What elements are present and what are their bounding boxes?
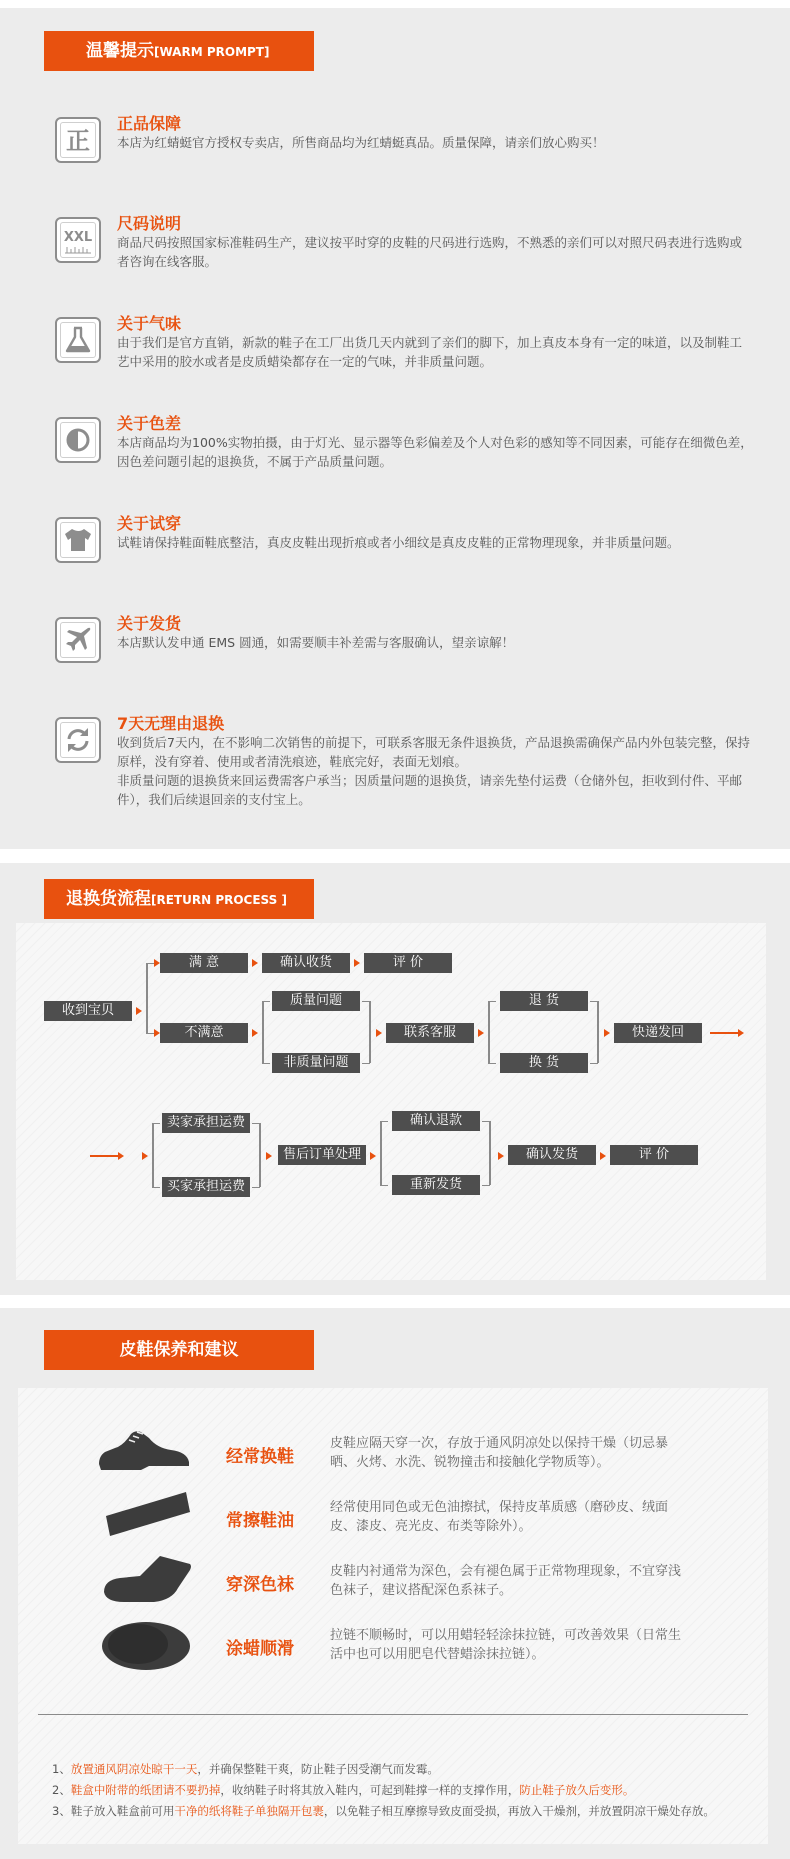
flow-bracket xyxy=(488,1001,490,1063)
flow-box-receive: 收到宝贝 xyxy=(44,1001,132,1021)
flow-arrow xyxy=(142,1152,148,1160)
care-note: 2、鞋盒中附带的纸团请不要扔掉，收纳鞋子时将其放入鞋内，可起到鞋撑一样的支撑作用，防止鞋子放久后变形。 xyxy=(52,1783,635,1797)
flow-box-reship: 重新发货 xyxy=(392,1175,480,1195)
shoe-care-title: 皮鞋保养和建议 xyxy=(119,1340,239,1360)
flow-bracket xyxy=(146,963,148,1033)
flow-box-contact: 联系客服 xyxy=(386,1023,474,1043)
polish-icon xyxy=(100,1488,194,1540)
flow-box-express-back: 快递发回 xyxy=(614,1023,702,1043)
flow-box-satisfied: 满 意 xyxy=(160,953,248,973)
authentic-icon xyxy=(55,117,101,163)
flow-arrow xyxy=(252,959,258,967)
flow-arrow xyxy=(354,959,360,967)
flow-bracket xyxy=(259,1123,261,1187)
flow-bracket xyxy=(489,1121,491,1185)
warm-item-desc xyxy=(117,733,753,809)
flow-box-exchange: 换 货 xyxy=(500,1053,588,1073)
flow-arrow xyxy=(266,1152,272,1160)
flow-continue-arrowhead xyxy=(118,1152,124,1160)
return-process-title-en: [RETURN PROCESS ] xyxy=(151,893,287,907)
care-item-title: 常擦鞋油 xyxy=(226,1511,294,1531)
care-note: 1、放置通风阴凉处晾干一天，并确保整鞋干爽，防止鞋子因受潮气而发霉。 xyxy=(52,1762,439,1776)
warm-prompt-section xyxy=(0,8,790,849)
warm-item-desc: 试鞋请保持鞋面鞋底整洁，真皮皮鞋出现折痕或者小细纹是真皮皮鞋的正常物理现象，并非质量问题。 xyxy=(117,535,680,550)
warm-item-desc: 本店为红蜻蜓官方授权专卖店，所售商品均为红蜻蜓真品。质量保障，请亲们放心购买！ xyxy=(117,135,605,150)
care-item-text: 经常使用同色或无色油擦拭，保持皮革质感（磨砂皮、绒面皮、漆皮、亮光皮、布类等除外）。 xyxy=(330,1500,669,1534)
care-item-title: 涂蜡顺滑 xyxy=(226,1639,294,1659)
flow-arrow xyxy=(478,1029,484,1037)
refresh-icon xyxy=(55,717,101,763)
flow-box-review: 评 价 xyxy=(364,953,452,973)
flow-bracket xyxy=(152,1123,154,1187)
flow-box-non-quality: 非质量问题 xyxy=(272,1053,360,1073)
warm-item-title: 7天无理由退换 xyxy=(117,714,225,733)
shoe-care-header xyxy=(44,1330,314,1370)
warm-prompt-title: 温馨提示 xyxy=(86,41,154,61)
flow-arrow xyxy=(498,1152,504,1160)
flow-arrow xyxy=(604,1029,610,1037)
flow-box-unsatisfied: 不满意 xyxy=(160,1023,248,1043)
flask-icon xyxy=(55,317,101,363)
flow-arrow xyxy=(376,1029,382,1037)
care-item-title: 经常换鞋 xyxy=(226,1447,294,1467)
contrast-icon xyxy=(55,417,101,463)
warm-item-desc: 商品尺码按照国家标准鞋码生产，建议按平时穿的皮鞋的尺码进行选购，不熟悉的亲们可以对照尺码表进行选购或者咨询在线客服。 xyxy=(117,235,743,269)
size-icon xyxy=(55,217,101,263)
warm-prompt-title-en: [WARM PROMPT] xyxy=(154,45,270,59)
care-item-title: 穿深色袜 xyxy=(226,1575,294,1595)
flow-arrow xyxy=(600,1152,606,1160)
care-item-text: 皮鞋内衬通常为深色，会有褪色属于正常物理现象，不宜穿浅色袜子，建议搭配深色系袜子。 xyxy=(330,1564,682,1598)
flow-bracket xyxy=(380,1121,382,1185)
warm-item-desc: 本店默认发申通 EMS 圆通，如需要顺丰补差需与客服确认，望亲谅解！ xyxy=(117,635,515,650)
shoe-care-section xyxy=(0,1308,790,1859)
plane-icon xyxy=(55,617,101,663)
flow-box-confirm-receipt: 确认收货 xyxy=(262,953,350,973)
return-process-section xyxy=(0,863,790,1295)
flow-arrow xyxy=(370,1152,376,1160)
care-item-text: 皮鞋应隔天穿一次，存放于通风阴凉处以保持干燥（切忌暴晒、火烤、水洗、锐物撞击和接触化学物质等）。 xyxy=(330,1436,669,1470)
flow-bracket xyxy=(262,1001,264,1063)
warm-item-desc: 本店商品均为100%实物拍摄，由于灯光、显示器等色彩偏差及个人对色彩的感知等不同因素，可能存在细微色差，因色差问题引起的退换货，不属于产品质量问题。 xyxy=(117,435,753,469)
flowchart-panel xyxy=(16,923,766,1280)
warm-item-title: 正品保障 xyxy=(117,114,182,133)
warm-item-desc: 由于我们是官方直销，新款的鞋子在工厂出货几天内就到了亲们的脚下，加上真皮本身有一定的味道，以及制鞋工艺中采用的胶水或者是皮质蜡染都存在一定的气味，并非质量问题。 xyxy=(117,335,743,369)
warm-item-title: 关于发货 xyxy=(117,614,182,633)
flow-box-review: 评 价 xyxy=(610,1145,698,1165)
return-process-header xyxy=(44,879,314,919)
flow-box-seller-pay: 卖家承担运费 xyxy=(162,1113,250,1133)
flow-continue-arrowhead xyxy=(738,1029,744,1037)
svg-text:XXL: XXL xyxy=(63,230,93,245)
warm-item-desc-line: 非质量问题的退换货来回运费需客户承当；因质量问题的退换货，请亲先垫付运费（仓储外包，拒收到付件、平邮件），我们后续退回亲的支付宝上。 xyxy=(117,773,743,807)
warm-prompt-header xyxy=(44,31,314,71)
warm-item-desc-line: 收到货后7天内，在不影响二次销售的前提下，可联系客服无条件退换货，产品退换需确保产品内外包装完整，保持原样，没有穿着、使用或者清洗痕迹，鞋底完好，表面无划痕。 xyxy=(117,735,750,769)
sock-icon xyxy=(100,1552,196,1606)
warm-item-title: 关于气味 xyxy=(117,314,182,333)
flow-continue-arrow xyxy=(90,1155,120,1157)
flow-arrow xyxy=(252,1029,258,1037)
warm-item-title: 关于试穿 xyxy=(117,514,182,533)
care-divider xyxy=(38,1714,748,1715)
flow-bracket xyxy=(369,1001,371,1063)
shirt-icon xyxy=(55,517,101,563)
warm-item-title: 尺码说明 xyxy=(117,214,182,233)
warm-item-title: 关于色差 xyxy=(117,414,182,433)
flow-box-buyer-pay: 买家承担运费 xyxy=(162,1177,250,1197)
flow-box-quality: 质量问题 xyxy=(272,991,360,1011)
flow-box-confirm-refund: 确认退款 xyxy=(392,1111,480,1131)
flow-box-confirm-ship: 确认发货 xyxy=(508,1145,596,1165)
flow-bracket xyxy=(597,1001,599,1063)
care-note: 3、鞋子放入鞋盒前可用干净的纸将鞋子单独隔开包裹，以免鞋子相互摩擦导致皮面受损，再放入干燥剂，并放置阴凉干燥处存放。 xyxy=(52,1804,715,1818)
flow-box-return: 退 货 xyxy=(500,991,588,1011)
return-process-title: 退换货流程 xyxy=(66,889,151,909)
svg-text:正: 正 xyxy=(66,127,90,155)
soap-icon xyxy=(100,1614,194,1674)
flow-continue-arrow xyxy=(710,1032,740,1034)
shoe-icon xyxy=(95,1426,191,1476)
flow-box-after-sale: 售后订单处理 xyxy=(278,1145,366,1165)
care-item-text: 拉链不顺畅时，可以用蜡轻轻涂抹拉链，可改善效果（日常生活中也可以用肥皂代替蜡涂抹拉链）。 xyxy=(330,1628,682,1662)
flow-arrow xyxy=(136,1007,142,1015)
